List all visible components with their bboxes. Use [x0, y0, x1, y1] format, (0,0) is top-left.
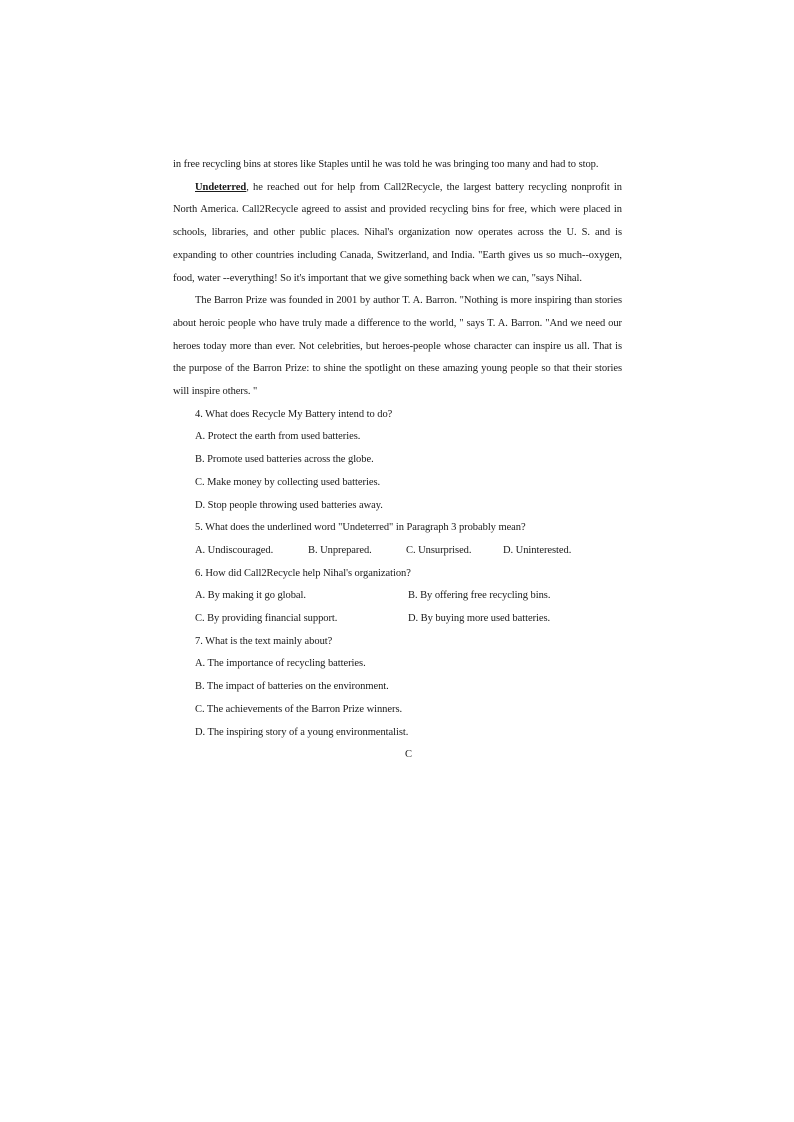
question-6-stem: 6. How did Call2Recycle help Nihal's organization?	[195, 567, 411, 579]
question-4-option-d: D. Stop people throwing used batteries away.	[195, 499, 383, 511]
question-5-option-d: D. Uninterested.	[503, 544, 572, 556]
question-6-option-c: C. By providing financial support.	[195, 613, 338, 625]
underlined-word: Undeterred	[195, 181, 247, 193]
question-6-options-row-2	[173, 608, 622, 631]
question-6-option-d: D. By buying more used batteries.	[408, 613, 551, 625]
paragraph-undeterred	[173, 177, 622, 291]
question-4-stem: 4. What does Recycle My Battery intend to do?	[195, 408, 393, 420]
question-7-option-c: C. The achievements of the Barron Prize winners.	[195, 703, 403, 715]
question-5-stem: 5. What does the underlined word "Undeterred" in Paragraph 3 probably mean?	[195, 522, 526, 534]
question-7-option-d: D. The inspiring story of a young environmentalist.	[195, 726, 409, 738]
paragraph-text: , he reached out for help from Call2Recycle, the largest battery recycling nonprofit in North America. Call2Recycle agreed to assist and provided recycling bins for free, which were placed in schools, libraries, and other public places. Nihal's organization now operates across the U. S. and is expanding to other countries including Canada, Switzerland, and India. "Earth gives us so much--oxygen, food, water --everything! So it's important that we give something back when we can, "says Nihal.	[173, 181, 622, 284]
question-5-option-c: C. Unsurprised.	[406, 544, 472, 556]
question-4-option-b: B. Promote used batteries across the globe.	[195, 454, 374, 466]
question-7-option-b: B. The impact of batteries on the environment.	[195, 681, 389, 693]
question-5-options	[173, 540, 622, 563]
question-7-stem: 7. What is the text mainly about?	[195, 635, 333, 647]
paragraph-barron-prize: The Barron Prize was founded in 2001 by author T. A. Barron. "Nothing is more inspiring than stories about heroic people who have truly made a difference to the world, " says T. A. Barron. "And we need our heroes today more than ever. Not celebrities, but heroes-people whose character can inspire us all. That is the purpose of the Barron Prize: to shine the spotlight on these amazing young people so that their stories will inspire others. "	[173, 295, 622, 398]
question-6-options-row-1	[173, 585, 622, 608]
question-7-option-a: A. The importance of recycling batteries.	[195, 658, 366, 670]
question-4-option-a: A. Protect the earth from used batteries.	[195, 431, 361, 443]
question-5-option-a: A. Undiscouraged.	[195, 544, 274, 556]
question-6-option-b: B. By offering free recycling bins.	[408, 590, 551, 602]
document-page	[173, 154, 622, 767]
question-6-option-a: A. By making it go global.	[195, 590, 306, 602]
question-5-option-b: B. Unprepared.	[308, 544, 372, 556]
question-4-option-c: C. Make money by collecting used batteries.	[195, 476, 381, 488]
paragraph-continued: in free recycling bins at stores like Staples until he was told he was bringing too many and had to stop.	[173, 159, 599, 170]
section-letter: C	[405, 749, 412, 761]
